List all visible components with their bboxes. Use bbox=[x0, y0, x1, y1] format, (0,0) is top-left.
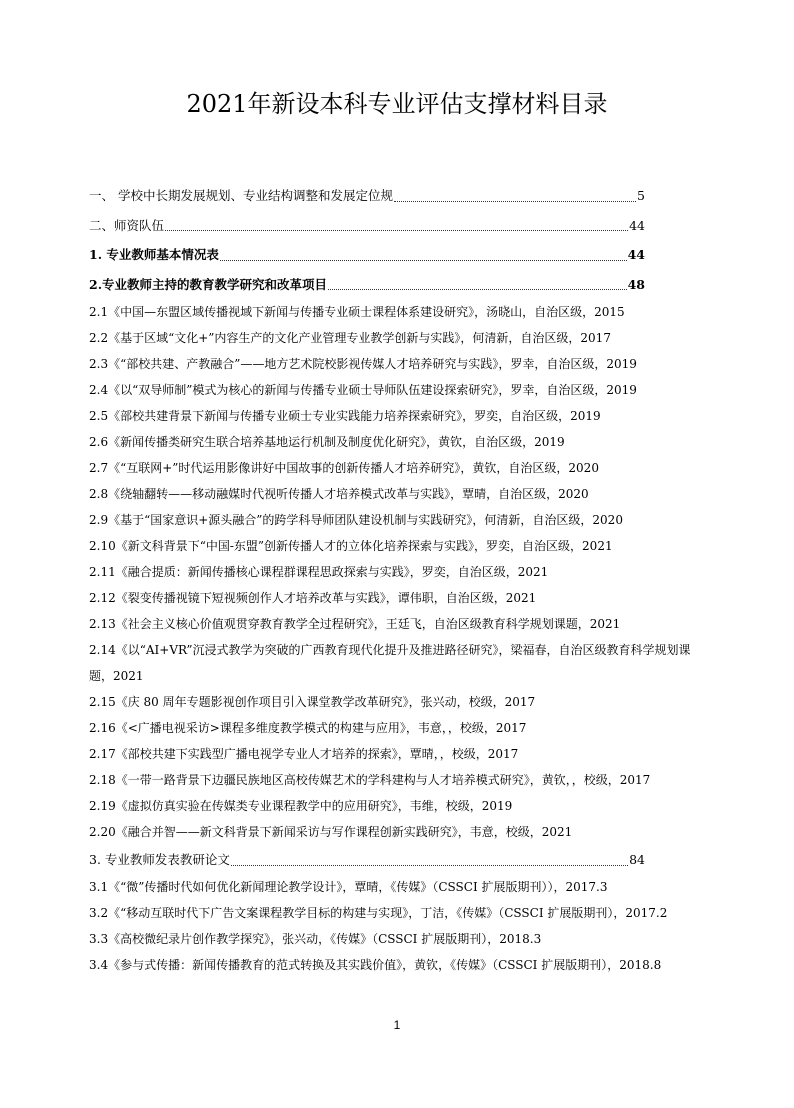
toc-page-number: 48 bbox=[627, 276, 645, 292]
toc-entry-label: 二、师资队伍 bbox=[89, 217, 165, 233]
toc-entry-label: 1. 专业教师基本情况表 bbox=[89, 247, 219, 262]
project-item: 2.11《融合提质：新闻传播核心课程群课程思政探索与实践》，罗奕，自治区级，2021 bbox=[89, 565, 549, 579]
project-item: 2.15《庆 80 周年专题影视创作项目引入课堂教学改革研究》，张兴动，校级，2017 bbox=[89, 695, 536, 709]
toc-entry-label: 一、 学校中长期发展规划、专业结构调整和发展定位规 bbox=[89, 188, 393, 203]
toc-page-number: 84 bbox=[629, 852, 645, 867]
paper-item: 3.4《参与式传播：新闻传播教育的范式转换及其实践价值》，黄钦，《传媒》（CSSCI 扩展版期刊），2018.8 bbox=[89, 958, 662, 972]
toc-entry-sub-3[interactable] bbox=[89, 845, 645, 874]
project-item: 2.4《以“双导师制”模式为核心的新闻与传播专业硕士导师队伍建设探索研究》，罗幸，自治区级，2019 bbox=[89, 383, 637, 397]
project-item: 2.1《中国—东盟区域传播视域下新闻与传播专业硕士课程体系建设研究》，汤晓山，自治区级，2015 bbox=[89, 305, 625, 319]
toc-entry-sub-1[interactable] bbox=[89, 240, 645, 270]
project-item: 2.5《部校共建背景下新闻与传播专业硕士专业实践能力培养探索研究》，罗奕，自治区级，2019 bbox=[89, 409, 601, 423]
project-item: 2.19《虚拟仿真实验在传媒类专业课程教学中的应用研究》，韦维，校级，2019 bbox=[89, 799, 513, 813]
toc-entry-sub-2[interactable] bbox=[89, 270, 645, 300]
project-item: 2.8《绕轴翻转——移动融媒时代视听传播人才培养模式改革与实践》，覃晴，自治区级，2020 bbox=[89, 487, 589, 501]
project-item: 2.7《“互联网+”时代运用影像讲好中国故事的创新传播人才培养研究》，黄钦，自治区级，2020 bbox=[89, 461, 599, 475]
toc-entry-section-2[interactable] bbox=[89, 211, 645, 241]
paper-item: 3.1《“微”传播时代如何优化新闻理论教学设计》，覃晴，《传媒》（CSSCI 扩展版期刊）），2017.3 bbox=[89, 880, 608, 894]
toc-entry-label: 2.专业教师主持的教育教学研究和改革项目 bbox=[89, 276, 328, 292]
project-item: 2.13《社会主义核心价值观贯穿教育教学全过程研究》，王廷飞，自治区级教育科学规划课题，2021 bbox=[89, 617, 621, 631]
toc-page-number: 44 bbox=[627, 247, 645, 262]
dot-leader bbox=[394, 200, 636, 202]
project-item: 2.20《融合并智——新文科背景下新闻采访与写作课程创新实践研究》，韦意，校级，2021 bbox=[89, 825, 573, 839]
dot-leader bbox=[231, 864, 628, 866]
toc-entry-section-1[interactable] bbox=[89, 181, 645, 211]
project-item: 2.14《以“AI+VR”沉浸式教学为突破的广西教育现代化提升及推进路径研究》，梁福春，自治区级教育科学规划课题，2021 bbox=[89, 643, 691, 683]
project-item: 2.6《新闻传播类研究生联合培养基地运行机制及制度优化研究》，黄钦，自治区级，2019 bbox=[89, 435, 565, 449]
project-item: 2.17《部校共建下实践型广播电视学专业人才培养的探索》，覃晴，，校级，2017 bbox=[89, 747, 519, 761]
toc-page-number: 5 bbox=[637, 188, 645, 203]
dot-leader bbox=[220, 259, 627, 261]
project-item: 2.16《<广播电视采访>课程多维度教学模式的构建与应用》，韦意，，校级，2017 bbox=[89, 721, 527, 735]
project-item: 2.9《基于“国家意识+源头融合”的跨学科导师团队建设机制与实践研究》，何清新，自治区级，2020 bbox=[89, 513, 623, 527]
project-item: 2.12《裂变传播视镜下短视频创作人才培养改革与实践》，谭伟职，自治区级，2021 bbox=[89, 591, 537, 605]
project-item: 2.2《基于区域“文化+”内容生产的文化产业管理专业教学创新与实践》，何清新，自治区级，2017 bbox=[89, 331, 611, 345]
project-list bbox=[89, 299, 709, 845]
paper-list bbox=[89, 874, 709, 978]
table-of-contents bbox=[89, 181, 709, 978]
paper-item: 3.3《高校微纪录片创作教学探究》，张兴动，《传媒》（CSSCI 扩展版期刊），2018.3 bbox=[89, 932, 542, 946]
project-item: 2.18《一带一路背景下边疆民族地区高校传媒艺术的学科建构与人才培养模式研究》，黄钦，，校级，2017 bbox=[89, 773, 651, 787]
page-number: 1 bbox=[393, 1018, 401, 1032]
paper-item: 3.2《“移动互联时代下广告文案课程教学目标的构建与实现》，丁洁，《传媒》（CSSCI 扩展版期刊），2017.2 bbox=[89, 906, 668, 920]
toc-page-number: 44 bbox=[629, 217, 645, 233]
page-title: 2021年新设本科专业评估支撑材料目录 bbox=[186, 90, 608, 118]
toc-entry-label: 3. 专业教师发表教研论文 bbox=[89, 852, 230, 867]
dot-leader bbox=[165, 229, 628, 231]
dot-leader bbox=[328, 288, 627, 290]
project-item: 2.3《“部校共建、产教融合”——地方艺术院校影视传媒人才培养研究与实践》，罗幸，自治区级，2019 bbox=[89, 357, 637, 371]
project-item: 2.10《新文科背景下“中国-东盟”创新传播人才的立体化培养探索与实践》，罗奕，自治区级，2021 bbox=[89, 539, 613, 553]
